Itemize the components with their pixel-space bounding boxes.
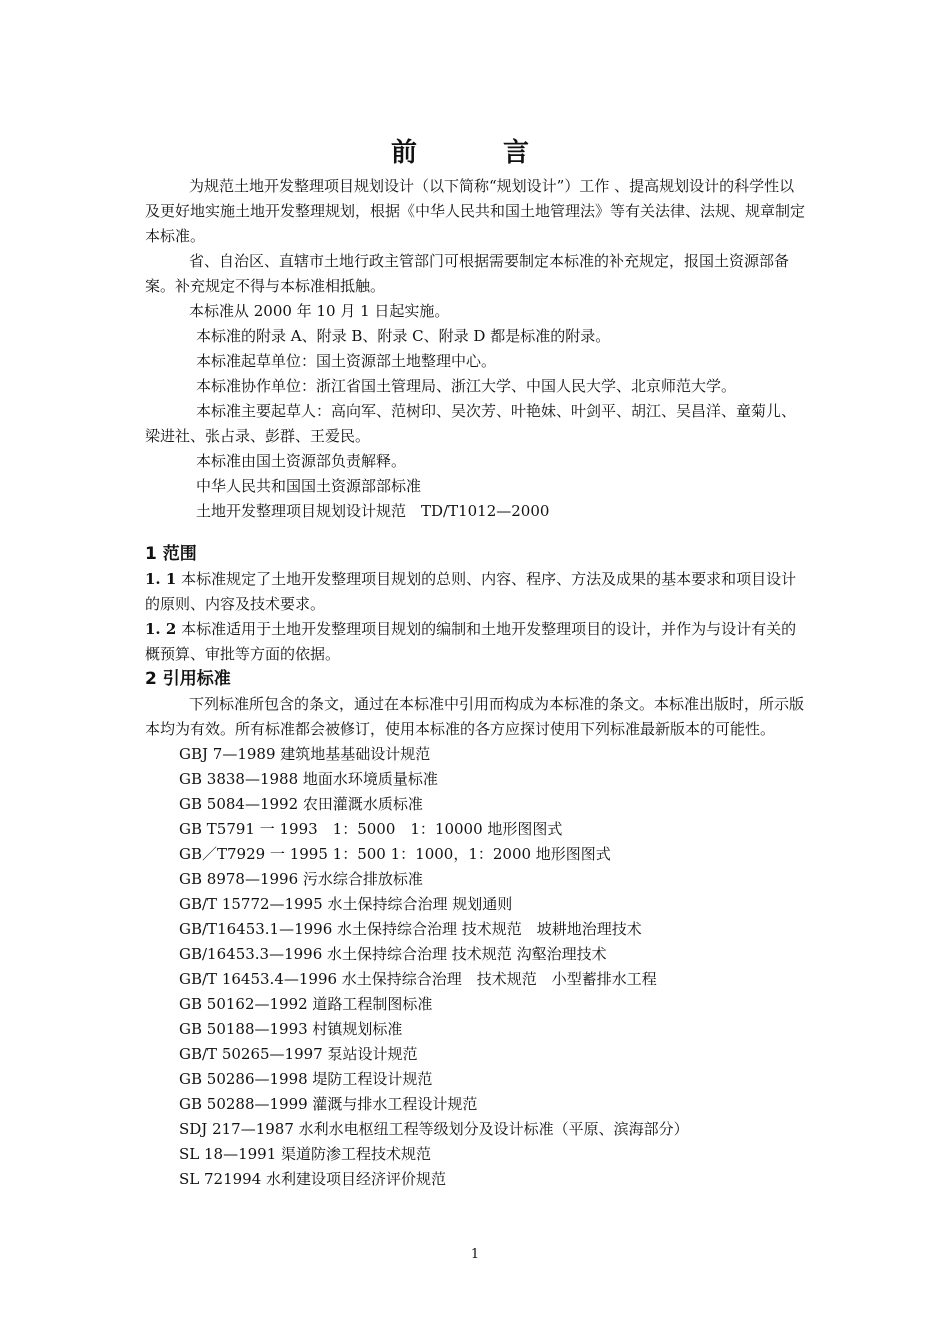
preface-paragraph: 本标准由国土资源部负责解释。 xyxy=(196,452,407,470)
preface-paragraph: 本标准从 2000 年 10 月 1 日起实施。 xyxy=(189,302,450,320)
reference-item: GB T5791 一 1993 1：5000 1：10000 地形图图式 xyxy=(179,820,563,838)
section-intro: 下列标准所包含的条文，通过在本标准中引用而构成为本标准的条文。本标准出版时，所示版本均为有效。所有标准都会被修订，使用本标准的各方应探讨使用下列标准最新版本的可能性。 xyxy=(145,695,805,738)
reference-item: GB/T 50265—1997 泵站设计规范 xyxy=(179,1045,418,1063)
preface-paragraph: 本标准的附录 A、附录 B、附录 C、附录 D 都是标准的附录。 xyxy=(196,327,611,345)
section-heading: 2 引用标准 xyxy=(145,669,231,689)
reference-item: SL 721994 水利建设项目经济评价规范 xyxy=(179,1170,447,1188)
reference-item: GB 50288—1999 灌溉与排水工程设计规范 xyxy=(179,1095,478,1113)
reference-item: GB/T 16453.4—1996 水土保持综合治理 技术规范 小型蓄排水工程 xyxy=(179,970,657,988)
reference-item: GB/T 15772—1995 水土保持综合治理 规划通则 xyxy=(179,895,513,913)
preface-paragraph: 中华人民共和国国土资源部部标准 xyxy=(196,477,422,495)
reference-item: GB/16453.3—1996 水土保持综合治理 技术规范 沟壑治理技术 xyxy=(179,945,607,963)
preface-paragraph: 本标准起草单位：国土资源部土地整理中心。 xyxy=(196,352,497,370)
preface-paragraph: 本标准协作单位：浙江省国土管理局、浙江大学、中国人民大学、北京师范大学。 xyxy=(196,377,737,395)
section-heading: 1 范围 xyxy=(145,544,197,564)
page-number: 1 xyxy=(470,1247,480,1262)
reference-item: SL 18—1991 渠道防渗工程技术规范 xyxy=(179,1145,432,1163)
reference-item: GBJ 7—1989 建筑地基基础设计规范 xyxy=(179,745,431,763)
clause-number: 1. 1 xyxy=(145,570,177,588)
reference-item: GB 50188—1993 村镇规划标准 xyxy=(179,1020,403,1038)
clause xyxy=(145,617,807,667)
page-title: 前 言 xyxy=(390,138,559,168)
preface-paragraph: 为规范土地开发整理项目规划设计（以下简称“规划设计”）工作 、提高规划设计的科学性以及更好地实施土地开发整理规划，根据《中华人民共和国土地管理法》等有关法律、法规、规章制定本标准。 xyxy=(145,177,806,245)
reference-item: GB／T7929 一 1995 1：500 1：1000，1：2000 地形图图式 xyxy=(179,845,611,863)
reference-list xyxy=(145,742,807,1192)
reference-item: GB 3838—1988 地面水环境质量标准 xyxy=(179,770,438,788)
reference-item: GB 50286—1998 堤防工程设计规范 xyxy=(179,1070,433,1088)
preface-paragraph: 本标准主要起草人：高向军、范树印、吴次芳、叶艳妹、叶剑平、胡江、吴昌洋、童菊儿、梁进社、张占录、彭群、王爱民。 xyxy=(145,402,797,445)
clause xyxy=(145,567,807,617)
clause-text: 本标准适用于土地开发整理项目规划的编制和土地开发整理项目的设计，并作为与设计有关的概预算、审批等方面的依据。 xyxy=(145,620,797,663)
reference-item: GB 50162—1992 道路工程制图标准 xyxy=(179,995,433,1013)
reference-item: SDJ 217—1987 水利水电枢纽工程等级划分及设计标准（平原、滨海部分） xyxy=(179,1120,689,1138)
reference-item: GB 8978—1996 污水综合排放标准 xyxy=(179,870,423,888)
standard-code-line: 土地开发整理项目规划设计规范 TD/T1012—2000 xyxy=(196,502,550,520)
reference-item: GB/T16453.1—1996 水土保持综合治理 技术规范 坡耕地治理技术 xyxy=(179,920,642,938)
clause-text: 本标准规定了土地开发整理项目规划的总则、内容、程序、方法及成果的基本要求和项目设计的原则、内容及技术要求。 xyxy=(145,570,797,613)
document-body xyxy=(145,174,807,1192)
reference-item: GB 5084—1992 农田灌溉水质标准 xyxy=(179,795,423,813)
clause-number: 1. 2 xyxy=(145,620,177,638)
preface-paragraph: 省、自治区、直辖市土地行政主管部门可根据需要制定本标准的补充规定，报国土资源部备案。补充规定不得与本标准相抵触。 xyxy=(145,252,790,295)
